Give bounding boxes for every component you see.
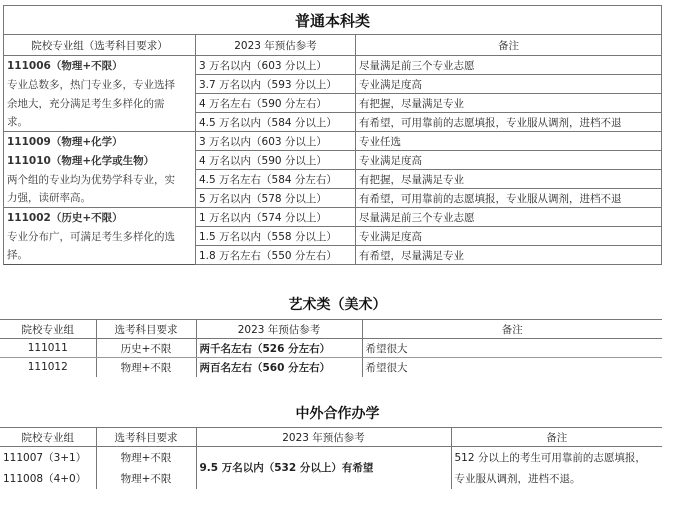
art-title: 艺术类（美术） (288, 297, 387, 313)
art-table (0, 319, 662, 377)
group-description: 111002（历史+不限） (4, 208, 196, 227)
estimate: 两千名左右（526 分左右） (196, 339, 362, 358)
subject: 物理+不限 (96, 447, 196, 468)
table-row (0, 339, 662, 358)
table-row (4, 189, 662, 208)
subject: 历史+不限 (96, 339, 196, 358)
table-row (4, 56, 662, 75)
group-description: 专业分布广，可满足考生多样化的选 (4, 227, 196, 246)
estimate: 3 万名以内（603 分以上） (196, 132, 356, 151)
note: 512 分以上的考生可用靠前的志愿填报， (451, 447, 662, 468)
estimate: 4 万名左右（590 分左右） (196, 94, 356, 113)
note: 尽量满足前三个专业志愿 (356, 208, 662, 227)
estimate: 4.5 万名以内（584 分以上） (196, 113, 356, 132)
header-group: 院校专业组 (0, 320, 96, 339)
estimate: 1 万名以内（574 分以上） (196, 208, 356, 227)
note: 专业服从调剂，进档不退。 (451, 468, 662, 489)
note: 有希望，尽量满足专业 (356, 246, 662, 265)
subject: 物理+不限 (96, 358, 196, 377)
note: 有希望，可用靠前的志愿填报，专业服从调剂，进档不退 (356, 113, 662, 132)
header-estimate: 2023 年预估参考 (196, 320, 362, 339)
table-row (4, 170, 662, 189)
note: 有把握，尽量满足专业 (356, 170, 662, 189)
header-notes: 备注 (356, 35, 662, 56)
estimate: 3 万名以内（603 分以上） (196, 56, 356, 75)
coop-table (0, 427, 662, 489)
group-description: 111006（物理+不限） (4, 56, 196, 75)
group-code: 111008（4+0） (3, 472, 87, 485)
estimate: 1.8 万名左右（550 分左右） (196, 246, 356, 265)
group-description: 两个组的专业均为优势学科专业，实 (4, 170, 196, 189)
group-code: 111011 (0, 339, 96, 358)
group-code: 111007（3+1） (3, 451, 87, 464)
header-estimate: 2023 年预估参考 (196, 35, 356, 56)
note: 专业满足度高 (356, 227, 662, 246)
table-row (4, 208, 662, 227)
table-row (4, 151, 662, 170)
note: 有把握，尽量满足专业 (356, 94, 662, 113)
header-notes: 备注 (362, 320, 662, 339)
note: 有希望，可用靠前的志愿填报，专业服从调剂，进档不退 (356, 189, 662, 208)
estimate: 9.5 万名以内（532 分以上）有希望 (196, 447, 451, 489)
regular-title: 普通本科类 (4, 6, 662, 35)
group-description: 余地大，充分满足考生多样化的需 (4, 94, 196, 113)
group-description: 求。 (4, 113, 196, 132)
table-row (0, 447, 662, 468)
note: 希望很大 (362, 339, 662, 358)
table-row (4, 113, 662, 132)
note: 专业满足度高 (356, 75, 662, 94)
estimate: 两百名左右（560 分左右） (196, 358, 362, 377)
header-group: 院校专业组（选考科目要求） (4, 35, 196, 56)
group-description: 力强，读研率高。 (4, 189, 196, 208)
table-row (4, 75, 662, 94)
estimate: 5 万名以内（578 分以上） (196, 189, 356, 208)
group-description: 专业总数多，热门专业多，专业选择 (4, 75, 196, 94)
coop-title: 中外合作办学 (295, 406, 380, 422)
group-code: 111012 (27, 361, 68, 374)
header-group: 院校专业组 (0, 428, 96, 447)
group-description: 111009（物理+化学） (4, 132, 196, 151)
header-estimate: 2023 年预估参考 (196, 428, 451, 447)
note: 希望很大 (362, 358, 662, 377)
header-subject: 选考科目要求 (96, 320, 196, 339)
table-row (4, 246, 662, 265)
note: 专业任选 (356, 132, 662, 151)
estimate: 4 万名以内（590 分以上） (196, 151, 356, 170)
note: 专业满足度高 (356, 151, 662, 170)
group-description: 111010（物理+化学或生物） (4, 151, 196, 170)
estimate: 4.5 万名左右（584 分左右） (196, 170, 356, 189)
estimate: 1.5 万名以内（558 分以上） (196, 227, 356, 246)
regular-table (3, 5, 662, 265)
group-description: 择。 (4, 246, 196, 265)
note: 尽量满足前三个专业志愿 (356, 56, 662, 75)
subject: 物理+不限 (96, 468, 196, 489)
estimate: 3.7 万名以内（593 分以上） (196, 75, 356, 94)
header-subject: 选考科目要求 (96, 428, 196, 447)
table-row (4, 94, 662, 113)
table-row (0, 358, 662, 377)
table-row (4, 227, 662, 246)
header-notes: 备注 (451, 428, 662, 447)
table-row (4, 132, 662, 151)
